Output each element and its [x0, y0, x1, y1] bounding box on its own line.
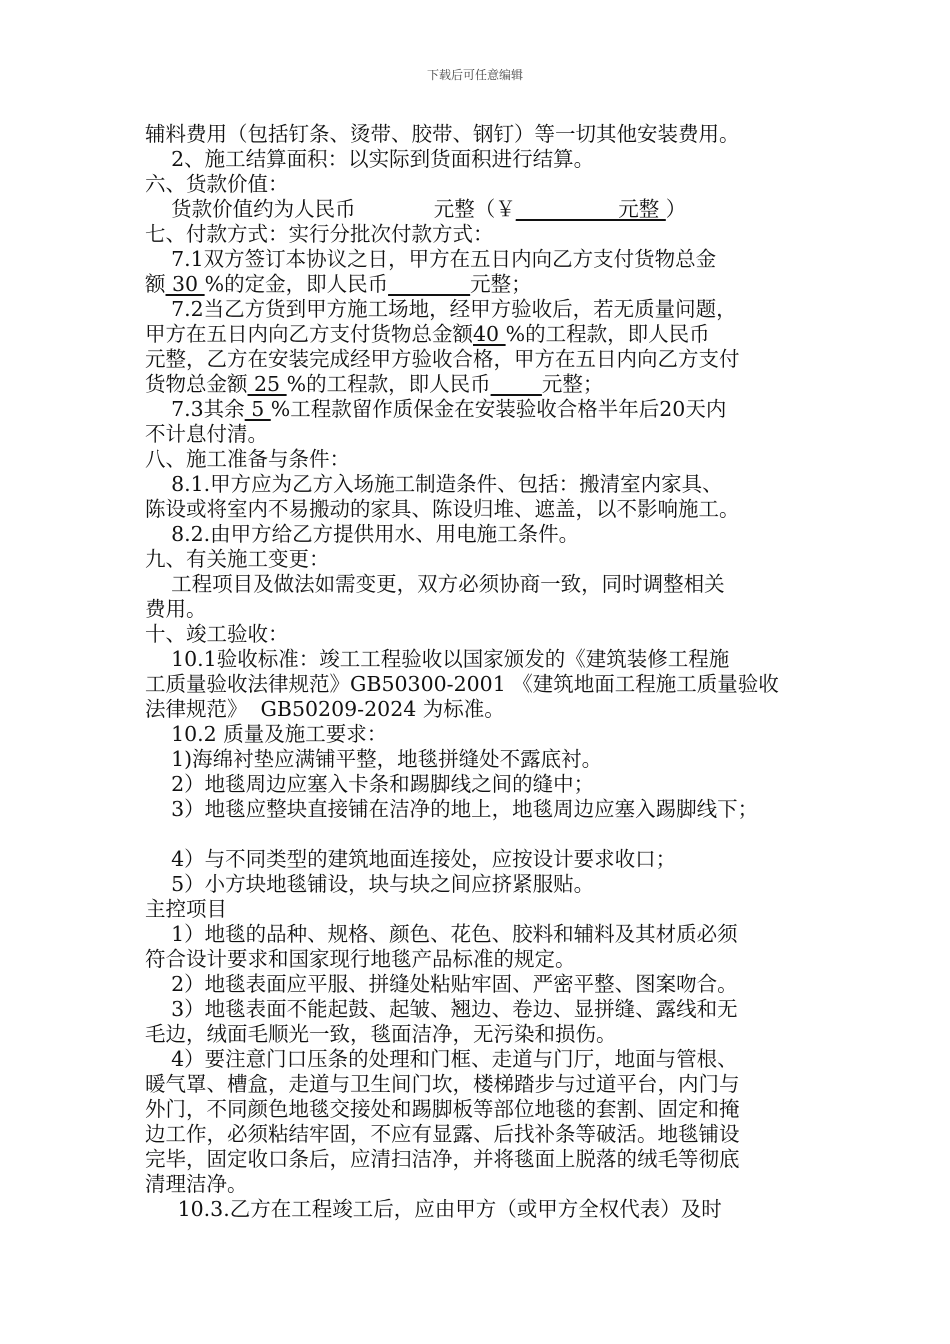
- text-line: [145, 872, 820, 897]
- text-segment: 2、施工结算面积：以实际到货面积进行结算。: [145, 147, 595, 171]
- text-segment: 陈设或将室内不易搬动的家具、陈设归堆、遮盖，以不影响施工。: [145, 497, 740, 521]
- text-segment: 10.1验收标准：竣工工程验收以国家颁发的《建筑装修工程施: [145, 647, 730, 671]
- text-line: [145, 797, 820, 822]
- text-line: [145, 847, 820, 872]
- text-segment: 额: [145, 272, 166, 296]
- text-segment: 7.1双方签订本协议之日，甲方在五日内向乙方支付货物总金: [145, 247, 717, 271]
- text-line: [145, 722, 820, 747]
- text-segment: 六、货款价值：: [145, 172, 289, 196]
- text-segment: 1)海绵衬垫应满铺平整，地毯拼缝处不露底衬。: [145, 747, 603, 771]
- text-line: [145, 922, 820, 947]
- text-line: [145, 347, 820, 372]
- text-line: [145, 697, 820, 722]
- text-segment: 工质量验收法律规范》GB50300-2001 《建筑地面工程施工质量验收: [145, 672, 779, 696]
- text-segment: 10.2 质量及施工要求：: [145, 722, 388, 746]
- text-segment: 货款价值约为人民币 元整（￥: [145, 197, 516, 221]
- text-segment: 边工作，必须粘结牢固，不应有显露、后找补条等破活。地毯铺设: [145, 1122, 740, 1146]
- text-line: [145, 597, 820, 622]
- text-line: [145, 997, 820, 1022]
- underlined-field: _____: [490, 372, 542, 396]
- text-line: [145, 122, 820, 147]
- text-line: [145, 297, 820, 322]
- text-line: [145, 322, 820, 347]
- text-segment: 元整；: [470, 272, 532, 296]
- text-segment: 外门，不同颜色地毯交接处和踢脚板等部位地毯的套割、固定和掩: [145, 1097, 740, 1121]
- text-segment: 费用。: [145, 597, 207, 621]
- text-segment: 5）小方块地毯铺设，块与块之间应挤紧服贴。: [145, 872, 595, 896]
- text-segment: 8.1.甲方应为乙方入场施工制造条件、包括：搬清室内家具、: [145, 472, 723, 496]
- text-segment: 10.3.乙方在工程竣工后，应由甲方（或甲方全权代表）及时: [145, 1197, 722, 1221]
- text-line: [145, 1072, 820, 1097]
- page-header: 下载后可任意编辑: [426, 68, 523, 82]
- text-line: [145, 772, 820, 797]
- text-segment: %的工程款，即人民币: [505, 322, 710, 346]
- text-line: [145, 172, 820, 197]
- text-segment: 7.3其余: [145, 397, 245, 421]
- text-segment: %工程款留作质保金在安装验收合格半年后20天内: [270, 397, 727, 421]
- text-segment: 辅料费用（包括钉条、烫带、胶带、钢钉）等一切其他安装费用。: [145, 122, 740, 146]
- text-segment: 法律规范》 GB50209-2024 为标准。: [145, 697, 505, 721]
- text-line: [145, 1147, 820, 1172]
- text-segment: 4）与不同类型的建筑地面连接处，应按设计要求收口；: [145, 847, 677, 871]
- text-segment: 七、付款方式：实行分批次付款方式：: [145, 222, 494, 246]
- text-segment: 4）要注意门口压条的处理和门框、走道与门厅，地面与管根、: [145, 1047, 738, 1071]
- text-line: [145, 572, 820, 597]
- text-segment: 甲方在五日内向乙方支付货物总金额: [145, 322, 473, 346]
- text-segment: 8.2.由甲方给乙方提供用水、用电施工条件。: [145, 522, 580, 546]
- text-line: [145, 1097, 820, 1122]
- text-line: [145, 447, 820, 472]
- text-segment: 八、施工准备与条件：: [145, 447, 350, 471]
- blank-line: [145, 822, 820, 847]
- underlined-field: 25: [247, 372, 287, 396]
- text-line: [145, 147, 820, 172]
- underlined-field: 40: [473, 322, 506, 346]
- text-line: [145, 897, 820, 922]
- text-line: [145, 972, 820, 997]
- underlined-field: ________: [388, 272, 471, 296]
- text-segment: 完毕，固定收口条后，应清扫洁净，并将毯面上脱落的绒毛等彻底: [145, 1147, 740, 1171]
- text-segment: 2）地毯周边应塞入卡条和踢脚线之间的缝中；: [145, 772, 595, 796]
- text-segment: 3）地毯应整块直接铺在洁净的地上，地毯周边应塞入踢脚线下；: [145, 797, 759, 821]
- text-segment: 暖气罩、槽盒，走道与卫生间门坎，楼梯踏步与过道平台，内门与: [145, 1072, 740, 1096]
- text-segment: 3）地毯表面不能起鼓、起皱、翘边、卷边、显拼缝、露线和无: [145, 997, 738, 1021]
- text-line: [145, 472, 820, 497]
- text-segment: 2）地毯表面应平服、拼缝处粘贴牢固、严密平整、图案吻合。: [145, 972, 738, 996]
- text-segment: %的工程款，即人民币: [286, 372, 491, 396]
- text-line: [145, 397, 820, 422]
- underlined-field: 5: [244, 397, 271, 421]
- text-segment: 元整；: [541, 372, 604, 396]
- text-line: [145, 247, 820, 272]
- text-segment: 清理洁净。: [145, 1172, 248, 1196]
- text-line: [145, 747, 820, 772]
- text-line: [145, 222, 820, 247]
- text-line: [145, 272, 820, 297]
- text-line: [145, 672, 820, 697]
- text-line: [145, 372, 820, 397]
- underlined-field: 30: [165, 272, 205, 296]
- text-segment: 7.2当乙方货到甲方施工场地，经甲方验收后，若无质量问题，: [145, 297, 737, 321]
- text-line: [145, 422, 820, 447]
- text-segment: 1）地毯的品种、规格、颜色、花色、胶料和辅料及其材质必须: [145, 922, 738, 946]
- text-line: [145, 497, 820, 522]
- text-segment: ）: [665, 197, 687, 221]
- text-segment: %的定金，即人民币: [204, 272, 389, 296]
- text-line: [145, 622, 820, 647]
- underlined-field: __________元整: [515, 197, 666, 221]
- text-line: [145, 1122, 820, 1147]
- text-segment: 十、竣工验收：: [145, 622, 289, 646]
- text-line: [145, 1047, 820, 1072]
- text-segment: 货物总金额: [145, 372, 248, 396]
- text-line: [145, 947, 820, 972]
- text-segment: 工程项目及做法如需变更，双方必须协商一致，同时调整相关: [145, 572, 725, 596]
- text-segment: 九、有关施工变更：: [145, 547, 330, 571]
- document-body: [145, 122, 820, 1222]
- text-line: [145, 197, 820, 222]
- text-line: [145, 1172, 820, 1197]
- text-line: [145, 1022, 820, 1047]
- text-segment: 符合设计要求和国家现行地毯产品标准的规定。: [145, 947, 576, 971]
- text-segment: 元整，乙方在安装完成经甲方验收合格，甲方在五日内向乙方支付: [145, 347, 740, 371]
- text-line: [145, 647, 820, 672]
- text-line: [145, 547, 820, 572]
- text-line: [145, 522, 820, 547]
- text-segment: 毛边，绒面毛顺光一致，毯面洁净，无污染和损伤。: [145, 1022, 617, 1046]
- text-segment: 不计息付清。: [145, 422, 268, 446]
- text-line: [145, 1197, 820, 1222]
- text-segment: 主控项目: [145, 897, 227, 921]
